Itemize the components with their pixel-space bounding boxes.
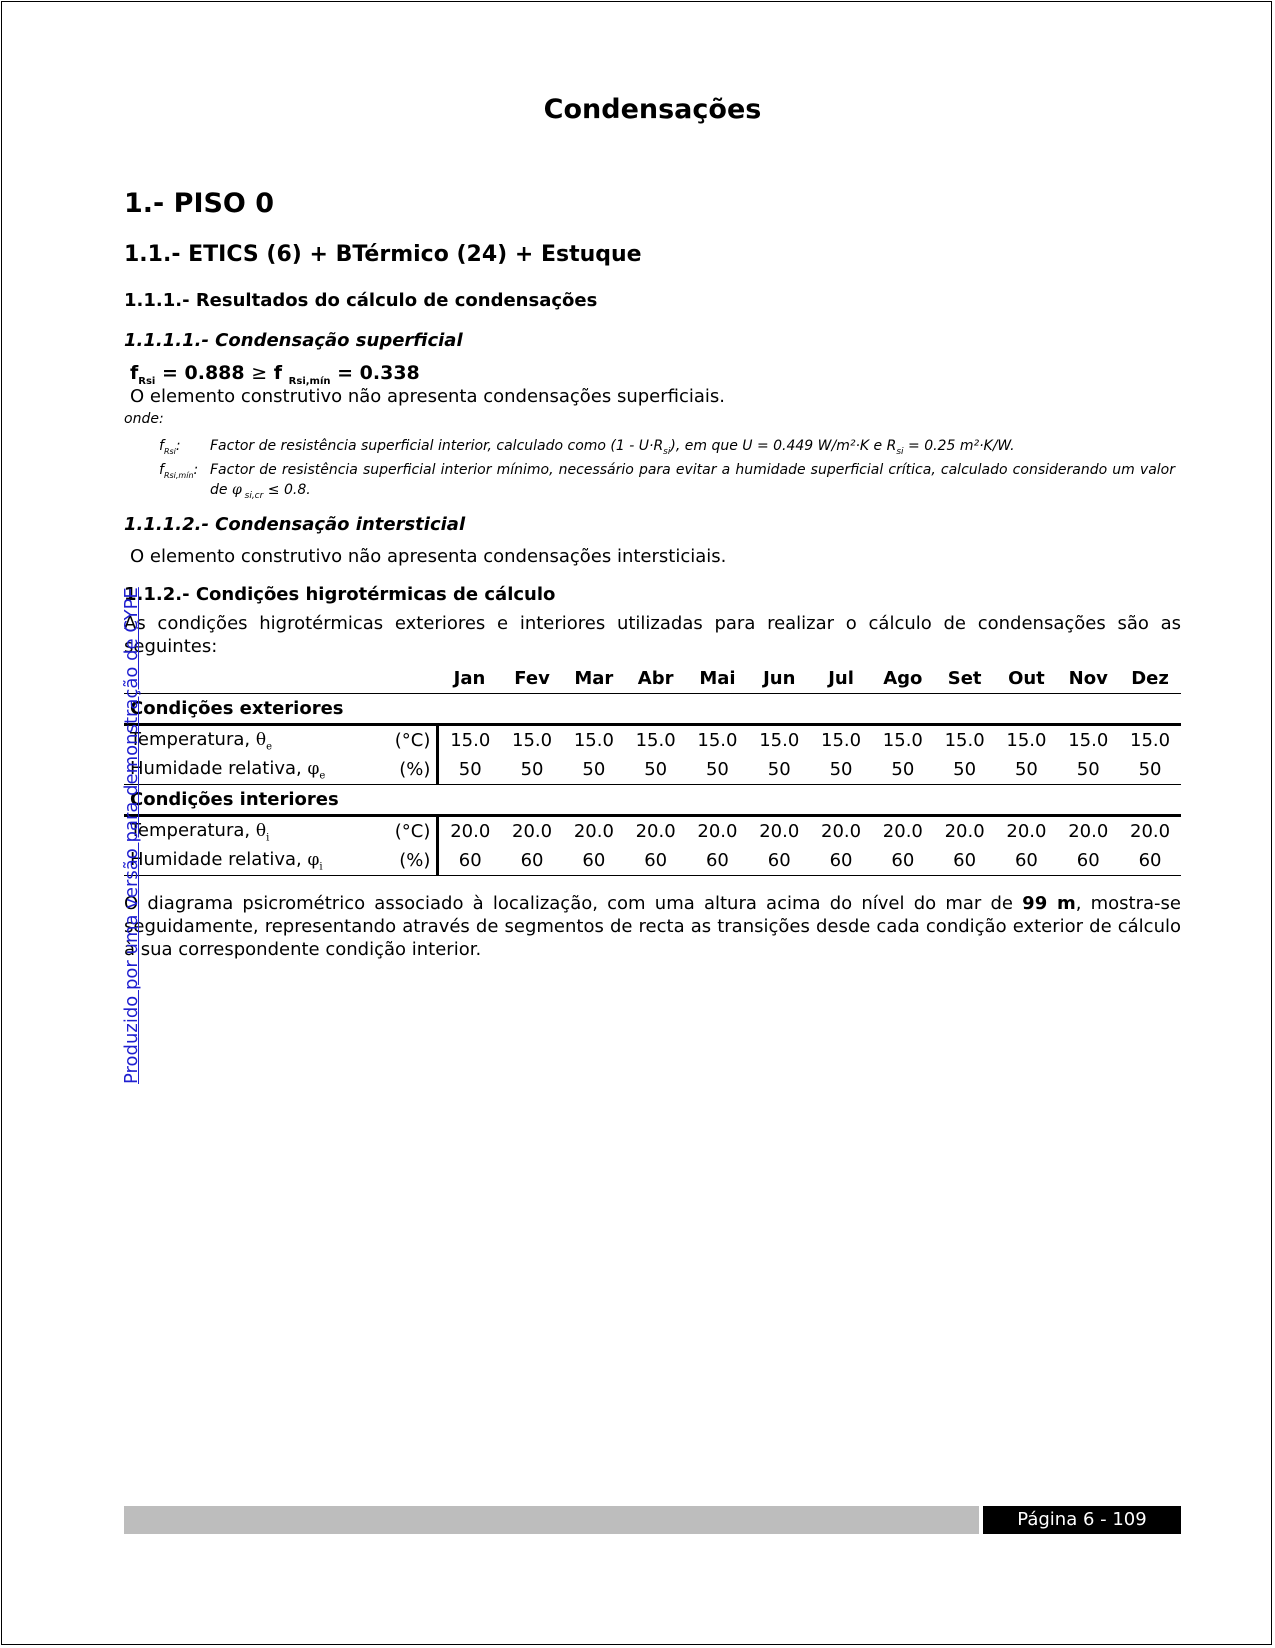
note1-part-a: Factor de resistência superficial interior, calculado como (1 - U·R: [210, 438, 664, 454]
cell-value: 60: [438, 846, 501, 876]
table-row: [124, 816, 1181, 847]
formula-left-value: = 0.888: [155, 362, 252, 384]
intersticial-result: O elemento construtivo não apresenta condensações intersticiais.: [130, 546, 727, 567]
formula-f: f: [130, 362, 139, 384]
hum-label: Humidade relativa,: [130, 757, 308, 779]
table-row: [124, 755, 1181, 785]
cell-value: 50: [810, 755, 872, 785]
cell-value: 20.0: [882, 821, 923, 842]
diagram-text-part2: , mostra-se seguidamente, representando através de segmentos de recta as transições desde cada condição exterior de cálculo à sua correspondente condição interior.: [124, 893, 1181, 960]
note-key2-sub: Rsi,mín: [163, 470, 194, 480]
temp-label: Temperatura,: [130, 819, 256, 841]
cell-value: 15.0: [1130, 730, 1171, 751]
demo-watermark-link[interactable]: Produzido por uma versão para demonstração de CYPE: [121, 587, 142, 1084]
altitude-value: 99 m: [1022, 893, 1076, 914]
note-key1-f: f: [159, 438, 164, 454]
cell-value: 20.0: [821, 821, 862, 842]
section-heading-1-1-1: 1.1.1.- Resultados do cálculo de condensações: [124, 290, 598, 311]
month-header: Jul: [810, 664, 872, 694]
cell-value: 60: [748, 846, 810, 876]
theta-symbol: [255, 820, 270, 844]
row-unit: (%): [377, 846, 438, 876]
note-key2-f: f: [159, 462, 164, 478]
theta-symbol: [255, 729, 272, 753]
month-header: Dez: [1119, 664, 1181, 694]
formula-rsimin-sub: Rsi,mín: [288, 375, 331, 387]
note2-phi: φ: [231, 482, 242, 498]
intro-paragraph: As condições higrotérmicas exteriores e interiores utilizadas para realizar o cálculo de condensações são as seguintes:: [124, 613, 1181, 657]
diagram-text-part1: O diagrama psicrométrico associado à localização, com uma altura acima do nível do mar de: [124, 893, 1023, 914]
cell-value: 15.0: [1068, 730, 1109, 751]
month-header: Ago: [872, 664, 934, 694]
section-heading-superficial: 1.1.1.1.- Condensação superficial: [124, 330, 463, 351]
cell-value: 60: [934, 846, 996, 876]
row-unit: (°C): [377, 725, 438, 756]
cell-value: 15.0: [882, 730, 923, 751]
theta-char: θ: [255, 729, 267, 750]
phi-symbol: [307, 758, 326, 782]
month-header: Jan: [438, 664, 501, 694]
table-header-row: [124, 664, 1181, 694]
cell-value: 60: [1057, 846, 1119, 876]
cell-value: 60: [563, 846, 625, 876]
cell-value: 60: [996, 846, 1058, 876]
cell-value: 20.0: [450, 821, 491, 842]
cell-value: 20.0: [573, 821, 614, 842]
cell-value: 50: [687, 755, 749, 785]
month-header: Mar: [563, 664, 625, 694]
hum-label: Humidade relativa,: [130, 848, 308, 870]
cell-value: 50: [1119, 755, 1181, 785]
exterior-section-title: Condições exteriores: [124, 694, 1181, 725]
cell-value: 20.0: [944, 821, 985, 842]
superficial-result: O elemento construtivo não apresenta condensações superficiais.: [130, 386, 726, 407]
note2-part-b: ≤ 0.8.: [263, 482, 311, 498]
formula-f2: f: [267, 362, 289, 384]
interior-section-row: [124, 785, 1181, 816]
phi-char: φ: [307, 758, 320, 779]
cell-value: 50: [872, 755, 934, 785]
cell-value: 15.0: [821, 730, 862, 751]
note1-sub1: si: [663, 446, 671, 457]
ext-subscript: e: [266, 741, 272, 753]
section-heading-intersticial: 1.1.1.2.- Condensação intersticial: [124, 514, 466, 535]
cell-value: 15.0: [1006, 730, 1047, 751]
note1-sub2: si: [896, 446, 904, 457]
row-unit: (°C): [377, 816, 438, 847]
section-heading-1: 1.- PISO 0: [124, 188, 275, 219]
section-heading-1-1: 1.1.- ETICS (6) + BTérmico (24) + Estuque: [124, 242, 642, 267]
note1-part-c: = 0.25 m²·K/W.: [903, 438, 1015, 454]
cell-value: 20.0: [1068, 821, 1109, 842]
note2-sub: si,cr: [241, 490, 264, 501]
cell-value: 20.0: [697, 821, 738, 842]
cell-value: 50: [625, 755, 687, 785]
cell-value: 50: [563, 755, 625, 785]
phi-symbol: [307, 849, 323, 873]
note-key1-colon: :: [175, 438, 181, 454]
footer-bar: [124, 1506, 979, 1534]
note1-part-b: ), em que U = 0.449 W/m²·K e R: [670, 438, 897, 454]
month-header: Mai: [687, 664, 749, 694]
table-row: [124, 846, 1181, 876]
int-subscript: i: [319, 861, 323, 873]
formula-right-value: = 0.338: [330, 362, 420, 384]
header-empty-unit: [377, 664, 438, 694]
month-header: Nov: [1057, 664, 1119, 694]
cell-value: 15.0: [759, 730, 800, 751]
cell-value: 20.0: [1130, 821, 1171, 842]
row-label-int-temp: [124, 816, 377, 847]
row-label-ext-hum: [124, 755, 377, 785]
cell-value: 50: [1057, 755, 1119, 785]
note-text-frsi: [210, 436, 1175, 462]
month-header: Fev: [501, 664, 563, 694]
temp-label: Temperatura,: [130, 728, 256, 750]
cell-value: 20.0: [512, 821, 553, 842]
month-header: Jun: [748, 664, 810, 694]
cell-value: 60: [687, 846, 749, 876]
cell-value: 60: [625, 846, 687, 876]
cell-value: 15.0: [697, 730, 738, 751]
row-label-int-hum: [124, 846, 377, 876]
cell-value: 50: [934, 755, 996, 785]
cell-value: 60: [872, 846, 934, 876]
cell-value: 50: [748, 755, 810, 785]
note-key-frsi: [159, 436, 181, 462]
int-subscript: i: [266, 832, 270, 844]
cell-value: 15.0: [573, 730, 614, 751]
cell-value: 15.0: [944, 730, 985, 751]
frsi-formula: [130, 362, 420, 387]
table-row: [124, 725, 1181, 756]
note-key1-sub: Rsi: [163, 446, 176, 456]
header-empty-label: [124, 664, 377, 694]
cell-value: 15.0: [512, 730, 553, 751]
note2-part-a: Factor de resistência superficial interior mínimo, necessário para evitar a humidade superficial crítica, calculado considerando um valor de: [210, 462, 1175, 498]
onde-label: onde:: [124, 411, 164, 427]
cell-value: 50: [996, 755, 1058, 785]
cell-value: 60: [810, 846, 872, 876]
note-key-frsimin: [159, 460, 198, 486]
cell-value: 50: [501, 755, 563, 785]
section-heading-1-1-2: 1.1.2.- Condições higrotérmicas de cálculo: [124, 584, 556, 605]
cell-value: 60: [501, 846, 563, 876]
exterior-section-row: [124, 694, 1181, 725]
cell-value: 15.0: [450, 730, 491, 751]
month-header: Set: [934, 664, 996, 694]
theta-char: θ: [255, 820, 267, 841]
formula-geq: ≥: [251, 362, 268, 384]
cell-value: 20.0: [635, 821, 676, 842]
cell-value: 15.0: [635, 730, 676, 751]
formula-rsi-sub: Rsi: [138, 375, 156, 387]
ext-subscript: e: [319, 770, 326, 782]
cell-value: 20.0: [759, 821, 800, 842]
cell-value: 50: [438, 755, 501, 785]
month-header: Abr: [625, 664, 687, 694]
document-title: Condensações: [543, 94, 762, 125]
row-label-ext-temp: [124, 725, 377, 756]
note-text-frsimin: [210, 460, 1175, 506]
note-key2-colon: :: [193, 462, 199, 478]
cell-value: 60: [1119, 846, 1181, 876]
cell-value: 20.0: [1006, 821, 1047, 842]
interior-section-title: Condições interiores: [124, 785, 1181, 816]
page-number: Página 6 - 109: [983, 1506, 1181, 1534]
month-header: Out: [996, 664, 1058, 694]
row-unit: (%): [377, 755, 438, 785]
phi-char: φ: [307, 849, 320, 870]
hygrothermal-table: [124, 664, 1181, 876]
diagram-paragraph: [124, 892, 1181, 961]
